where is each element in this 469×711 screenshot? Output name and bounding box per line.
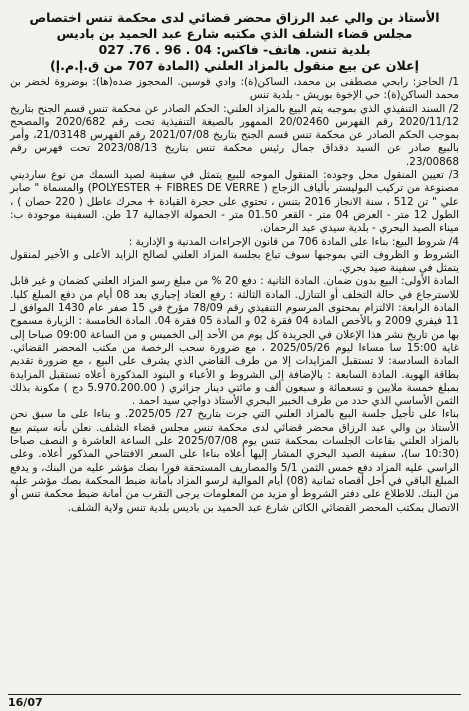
notice-title: إعلان عن بيع منقول بالمزاد العلني (المادة 707 من ق.إ.م.إ) [50,58,419,73]
page-number: 16/07 [8,696,43,709]
bailiff-contact-line: بلدية تنس. هاتف- فاكس: 04 . 96 . 76. 027 [98,42,371,57]
paragraph-announcement: بناءا على تأجيل جلسة البيع بالمزاد العلني التي جرت بتاريخ 27/ 2025/05. و بناءا على ما سبق نحن الأستاذ بن والي عبد الرزاق محضر قضائي لدى محكمة تنس مجلس قضاء الشلف. نعلن بأنه سيتم بيع بالمزاد العلني بقاعات الجلسات بمحكمة تنس يوم 2025/07/08 على الساعة العاشرة و النصف صباحا (10:30 سا)، سفينة الصيد البحري المشار إليها أعلاه بناءا على السعر الافتتاحي المذكور أعلاه. وعلى الراسي عليه المزاد دفع خمس الثمن 5/1 والمصاريف المستحقة فورا بصك مؤشر عليه من البنك، و يدفع المبلغ الباقي في أجل أقصاه ثمانية (08) أيام الموالية لرسو المزاد بأمانة ضبط المحكمة بصك مؤشر عليه من البنك. للاطلاع على دفتر الشروط أو مزيد من المعلومات يرجى التقرب من أمانة ضبط محكمة تنس أو الاتصال بمكتب المحضر القضائي الكائن شارع عبد الحميد بن باديس بلدية تنس ولاية الشلف. [10,408,460,514]
paragraph-sale-conditions-heading: 4/ شروط البيع: بناءا على المادة 706 من قانون الإجراءات المدنية و الإدارية : [128,235,459,248]
paragraph-enforcement-title: 2/ السند التنفيذي الذي بموجبه يتم البيع بالمزاد العلني: الحكم الصادر عن محكمة تنس قسم الجنح بتاريخ 2020/11/12 رقم الفهرس 20/02460 الممهور بالصيغة التنفيذية تحت رقم 2020/682 والمصحح بموجب الحكم الصادر عن محكمة تنس قسم الجنح بتاريخ 2021/07/08 رقم الفهرس 21/03148، وأمر بالبيع صادر عن السيد دقداق جمال رئيس محكمة تنس بتاريخ 2023/08/13 تحت فهرس رقم 23/00868. [10,102,459,168]
notice-header [10,10,459,74]
bailiff-name-line: الأستاذ بن والي عبد الرزاق محضر قضائي لدى محكمة تنس اختصاص [29,10,440,25]
notice-body [10,76,459,515]
paragraph-item-description: 3/ تعيين المنقول محل وجوده: المنقول الموجه للبيع يتمثل في سفينة لصيد السمك من نوع سارديني مصنوعة من تركيب البوليستر بألياف الزجاج ( POLYESTER + FIBRES DE VERRE) والمسماة " صابر علي " تن 512 ، سنة الانجاز 2016 بتنس ، تحتوي على حجرة القيادة + محرك عاطل ( 220 حصان ) ، الطول 12 متر - العرض 04 متر - القعر 01.50 متر - الحمولة الاجمالية 17 طن. السفينة موجودة ب: ميناء الصيد البحري - بلدية سيدي عبد الرحمان. [10,169,460,235]
bailiff-office-line: مجلس قضاء الشلف الذي مكتبه شارع عبد الحميد بن باديس [56,26,413,41]
paragraph-sale-conditions-intro: الشروط و الظروف التي بموجبها سوف تباع بجلسة المزاد العلني لصالح الزايد الأعلى و الأخير لمنقول يتمثل في سفينة صيد بحري. [10,248,459,275]
footer-divider [8,694,461,695]
paragraph-articles: المادة الأولى: البيع بدون ضمان. المادة الثانية : دفع 20 % من مبلغ رسو المزاد العلني كضمان و غير قابل للاسترجاع في حالة التخلف أو التنازل. المادة الثالثة : رفع العتاد إجباري بعد 08 أيام من دفع المبلغ كليا. المادة الرابعة: الالتزام بمحتوى المرسوم التنفيذي رقم 78/09 مؤرخ في 15 صفر عام 1430 الموافق لـ 11 فيفري 2009 و بالأخص المادة 04 فقرة 02 و المادة 05 فقرة 04. المادة الخامسة : الزيارة مسموح بها من تاريخ نشر هذا الإعلان في الجريدة كل يوم من الأحد إلى الخميس و من الساعة 09:00 صباحا إلى غاية 15:00 سا مساءا ليوم 2025/05/26 ، مع ضرورة سحب الرخصة من مكتب المحضر القضائي. المادة السادسة: لا تستقبل المزايدات إلا من طرف القاضي الذي يشرف على البيع ، مع ضرورة تقديم بطاقة الهوية. المادة السابعة : بالإضافة إلى الشروط و الأعباء و البنود المذكورة أعلاه تستقبل المزايدة بمبلغ خمسة ملايين و تسعمائة و سبعون ألف و مائتي دينار جزائري ( 5.970.200.00 دج ) مكونة بذلك الثمن الأساسي الذي حدد من طرف الخبير البحري الأستاذ دواجي سيد احمد . [10,275,459,408]
paragraph-parties: 1/ الحاجز: رابحي مصطفى بن محمد، الساكن(ة): وادي قوسين. المحجوز ضده(ها): بوضروة لخضر بن محمد الساكن(ة): حي الإخوة بوريش - بلدية تنس [10,76,459,102]
